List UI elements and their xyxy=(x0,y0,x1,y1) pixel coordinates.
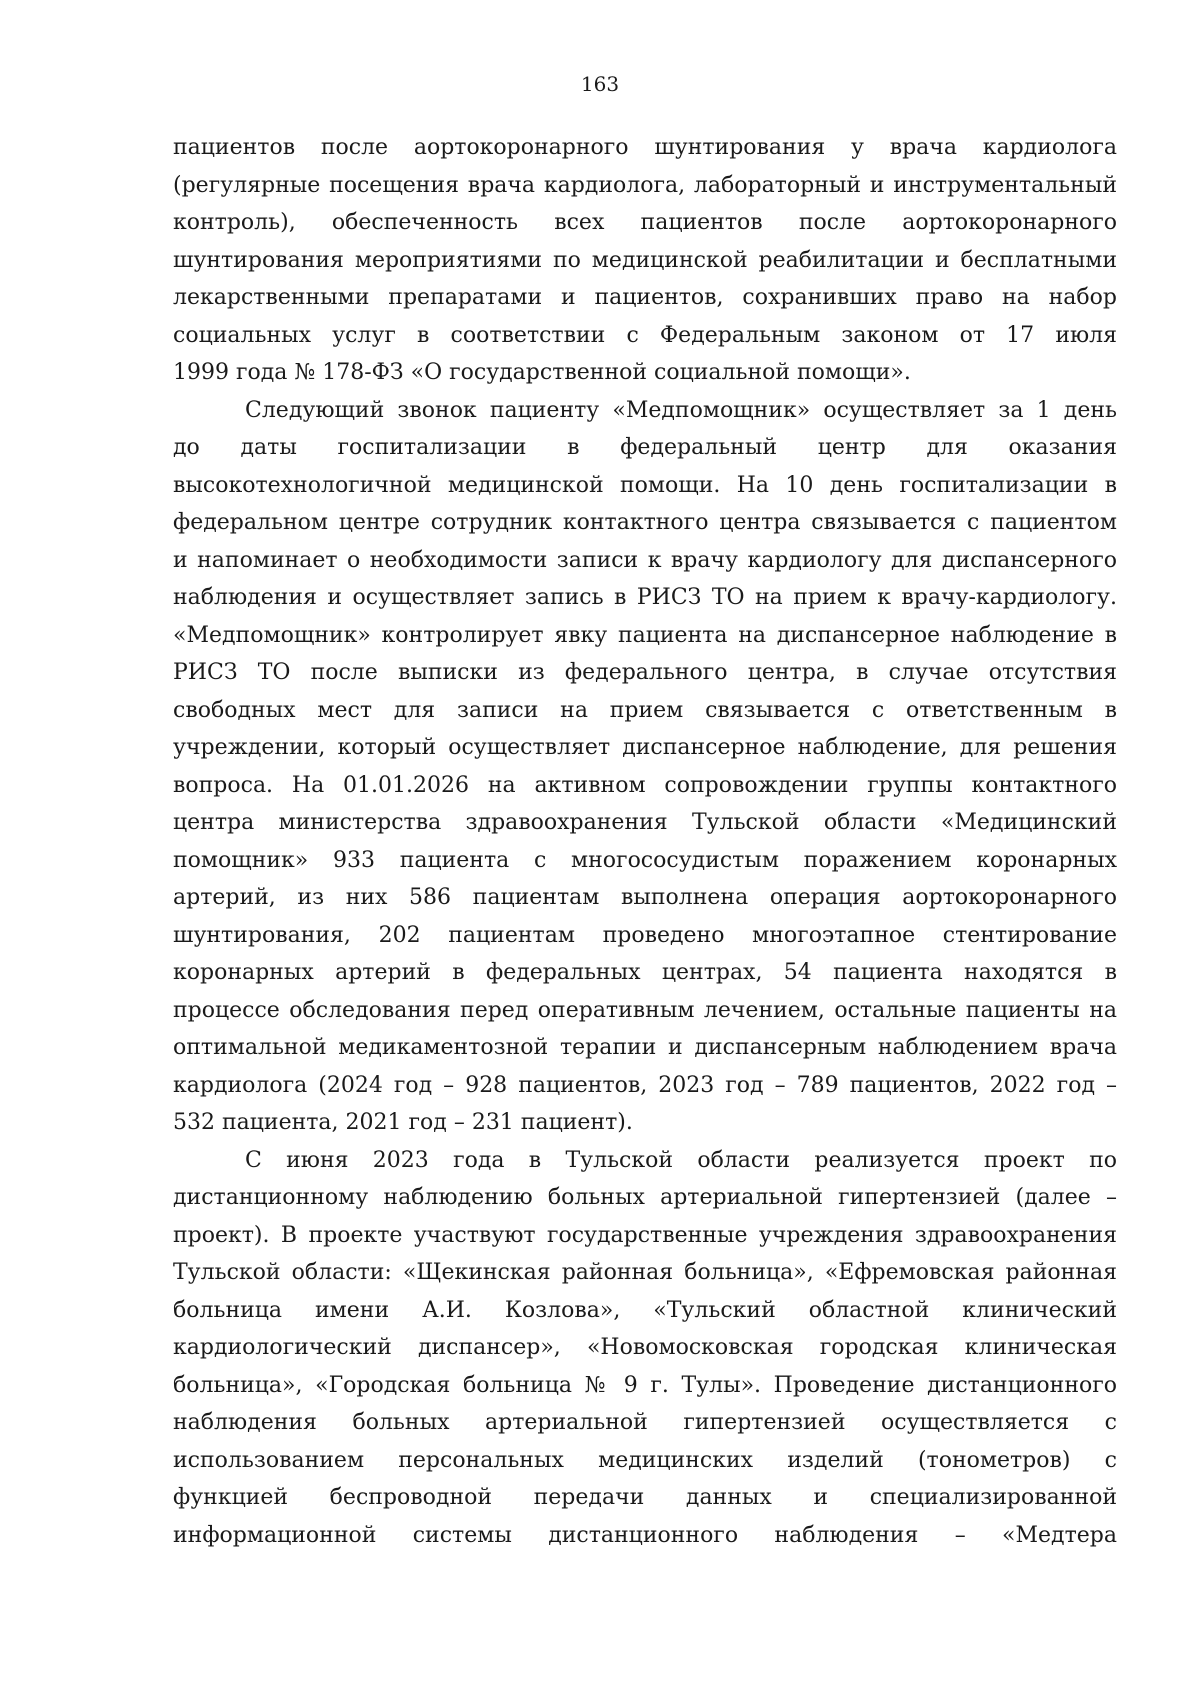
text-line: проект). В проекте участвуют государственные учреждения здравоохранения xyxy=(173,1222,1117,1248)
text-line: 532 пациента, 2021 год – 231 пациент). xyxy=(173,1110,633,1135)
text-line: до даты госпитализации в федеральный центр для оказания xyxy=(173,435,1117,460)
text-line: РИСЗ ТО после выписки из федерального центра, в случае отсутствия xyxy=(173,660,1117,685)
text-line: социальных услуг в соответствии с Федеральным законом от 17 июля xyxy=(173,322,1117,348)
text-line: функцией беспроводной передачи данных и специализированной xyxy=(173,1485,1117,1510)
text-line: Тульской области: «Щекинская районная больница», «Ефремовская районная xyxy=(173,1260,1117,1285)
text-line: процессе обследования перед оперативным лечением, остальные пациенты на xyxy=(173,997,1117,1023)
text-line: использованием персональных медицинских изделий (тонометров) с xyxy=(173,1447,1117,1473)
body-text xyxy=(173,129,1117,1554)
text-line: информационной системы дистанционного наблюдения – «Медтера xyxy=(173,1522,1117,1548)
text-line: контроль), обеспеченность всех пациентов после аортокоронарного xyxy=(173,210,1117,235)
text-line: больница имени А.И. Козлова», «Тульский областной клинический xyxy=(173,1297,1117,1323)
text-line: шунтирования мероприятиями по медицинской реабилитации и бесплатными xyxy=(173,247,1117,273)
text-line: артерий, из них 586 пациентам выполнена операция аортокоронарного xyxy=(173,885,1117,910)
text-line: высокотехнологичной медицинской помощи. На 10 день госпитализации в xyxy=(173,472,1117,498)
text-line: (регулярные посещения врача кардиолога, лабораторный и инструментальный xyxy=(173,172,1117,198)
text-line: 1999 года № 178-ФЗ «О государственной социальной помощи». xyxy=(173,360,911,385)
text-line: «Медпомощник» контролирует явку пациента на диспансерное наблюдение в xyxy=(173,622,1117,648)
text-line: пациентов после аортокоронарного шунтирования у врача кардиолога xyxy=(173,135,1117,160)
text-line: Следующий звонок пациенту «Медпомощник» осуществляет за 1 день xyxy=(245,397,1117,423)
text-line: дистанционному наблюдению больных артериальной гипертензией (далее – xyxy=(173,1185,1117,1210)
text-line: и напоминает о необходимости записи к врачу кардиологу для диспансерного xyxy=(173,547,1117,573)
text-line: кардиолога (2024 год – 928 пациентов, 2023 год – 789 пациентов, 2022 год – xyxy=(173,1072,1117,1098)
text-line: наблюдения и осуществляет запись в РИСЗ ТО на прием к врачу-кардиологу. xyxy=(173,585,1117,610)
page-number: 163 xyxy=(580,72,620,96)
text-line: С июня 2023 года в Тульской области реализуется проект по xyxy=(245,1147,1117,1173)
text-line: центра министерства здравоохранения Тульской области «Медицинский xyxy=(173,810,1117,835)
text-line: коронарных артерий в федеральных центрах, 54 пациента находятся в xyxy=(173,960,1117,985)
text-line: помощник» 933 пациента с многососудистым поражением коронарных xyxy=(173,847,1117,873)
text-line: наблюдения больных артериальной гипертензией осуществляется с xyxy=(173,1410,1117,1435)
text-line: свободных мест для записи на прием связывается с ответственным в xyxy=(173,697,1117,723)
text-line: учреждении, который осуществляет диспансерное наблюдение, для решения xyxy=(173,735,1117,760)
text-line: больница», «Городская больница № 9 г. Тулы». Проведение дистанционного xyxy=(173,1372,1117,1398)
text-line: лекарственными препаратами и пациентов, сохранивших право на набор xyxy=(173,285,1117,310)
text-line: оптимальной медикаментозной терапии и диспансерным наблюдением врача xyxy=(173,1035,1117,1060)
text-line: шунтирования, 202 пациентам проведено многоэтапное стентирование xyxy=(173,922,1117,948)
text-line: кардиологический диспансер», «Новомосковская городская клиническая xyxy=(173,1335,1117,1360)
text-line: федеральном центре сотрудник контактного центра связывается с пациентом xyxy=(173,510,1117,535)
text-line: вопроса. На 01.01.2026 на активном сопровождении группы контактного xyxy=(173,772,1117,798)
